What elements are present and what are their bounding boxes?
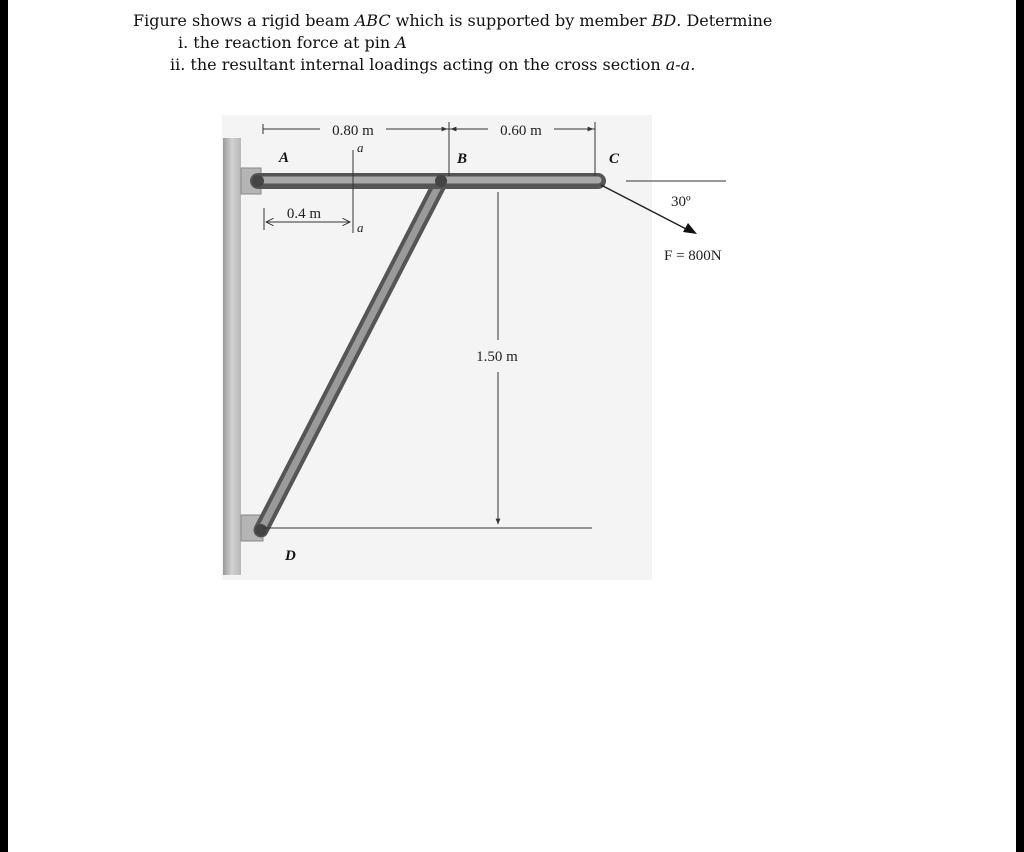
support-wall	[223, 138, 241, 575]
dim-label-section: 0.4 m	[286, 206, 322, 222]
dim-label-bc: 0.60 m	[500, 123, 542, 139]
problem-intro: Figure shows a rigid beam ABC which is supported by member BD. Determine	[133, 11, 773, 30]
section-label-bottom: a	[357, 220, 364, 235]
problem-item-ii: ii. the resultant internal loadings acting on the cross section a-a.	[170, 55, 696, 74]
label-a: A	[279, 150, 290, 166]
pin-d	[255, 524, 267, 536]
angle-label: 30º	[671, 194, 691, 210]
label-d: D	[285, 548, 296, 564]
page	[8, 0, 1016, 852]
pin-a	[252, 175, 264, 187]
section-label-top: a	[357, 140, 364, 155]
pin-b	[435, 175, 447, 187]
problem-item-i: i. the reaction force at pin A	[178, 33, 407, 52]
dim-label-vertical: 1.50 m	[476, 349, 518, 365]
label-c: C	[609, 151, 620, 167]
force-arrowhead	[683, 223, 697, 234]
member-label: BD	[651, 11, 677, 30]
label-b: B	[457, 151, 468, 167]
beam-label: ABC	[354, 11, 391, 30]
force-label: F = 800N	[664, 248, 722, 264]
beam-figure	[8, 0, 1016, 852]
dim-label-ab: 0.80 m	[332, 123, 374, 139]
